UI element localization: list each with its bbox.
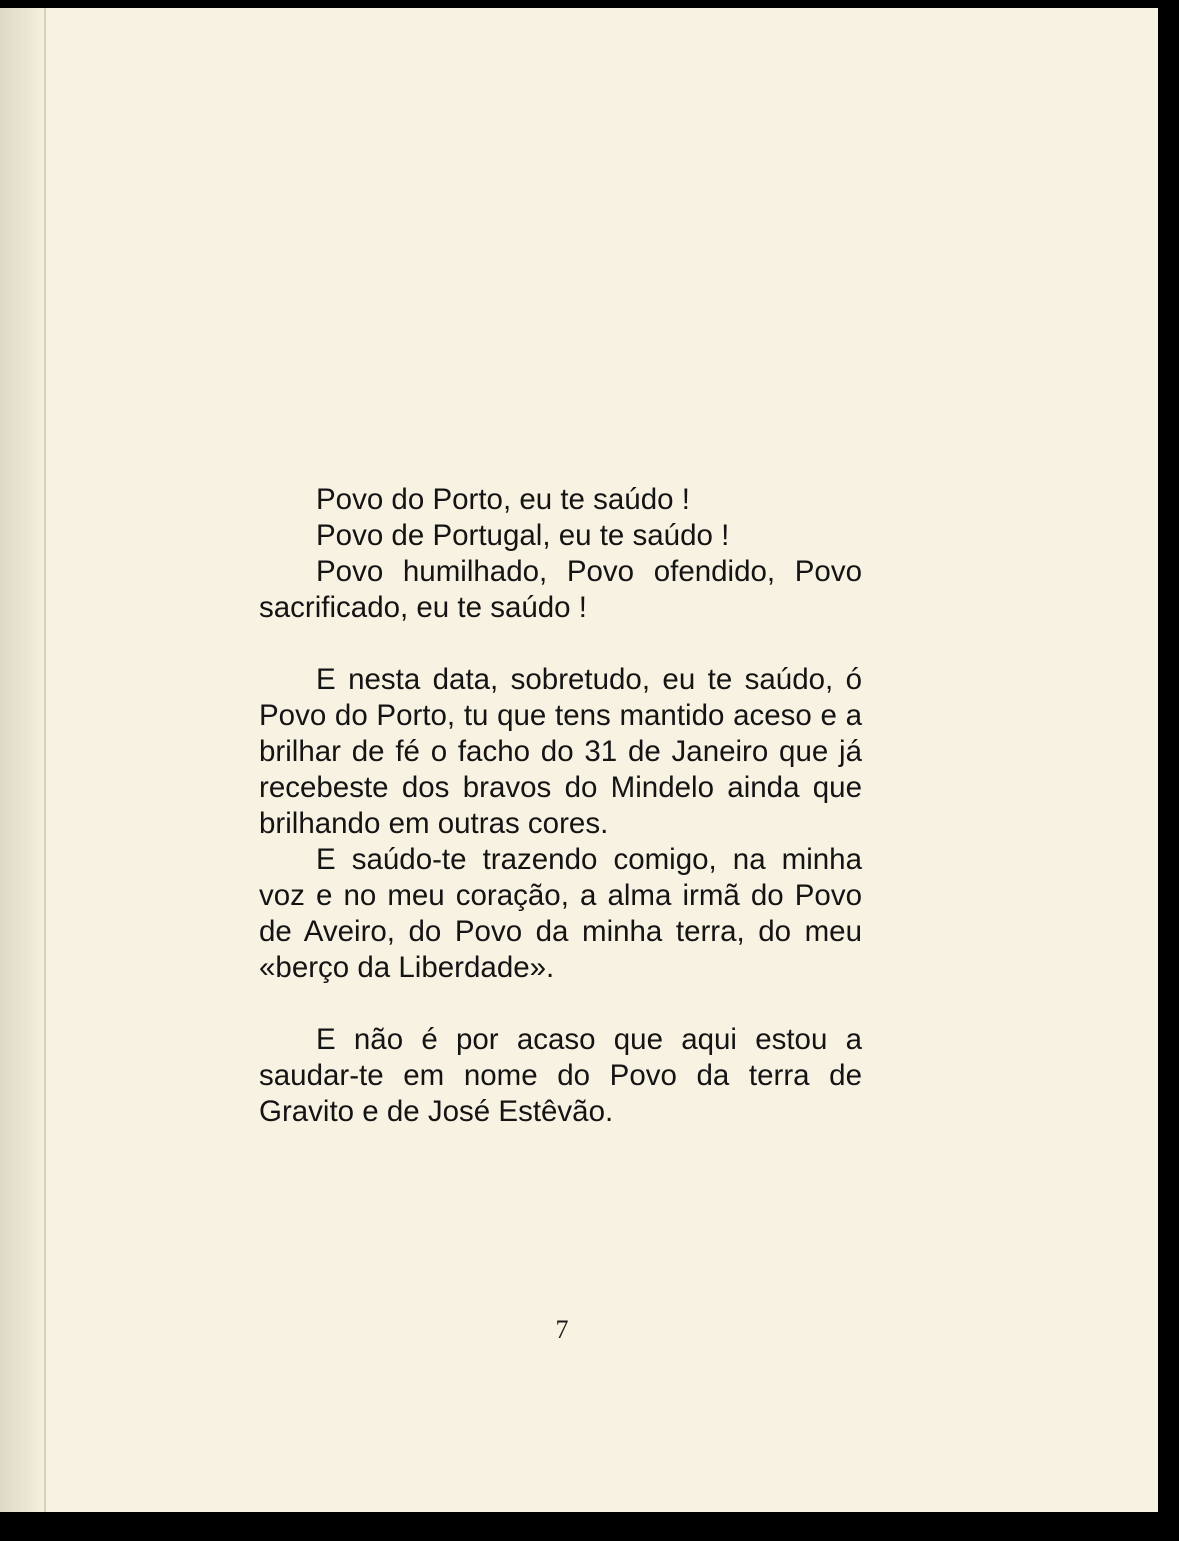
book-page (0, 8, 1158, 1512)
gutter-shadow (0, 8, 48, 1512)
paragraph-2: Povo de Portugal, eu te saúdo ! (316, 519, 730, 552)
paragraph-6: E não é por acaso que aqui estou a saudar-te em nome do Povo da terra de Gravito e de José Estêvão. (259, 1023, 862, 1128)
paragraph-3: Povo humilhado, Povo ofendido, Povo sacrificado, eu te saúdo ! (259, 555, 862, 624)
paragraph-4: E nesta data, sobretudo, eu te saúdo, ó Povo do Porto, tu que tens mantido aceso e a brilhar de fé o facho do 31 de Janeiro que já recebeste dos bravos do Mindelo ainda que brilhando em outras cores. (259, 663, 862, 840)
paragraph-5: E saúdo-te trazendo comigo, na minha voz e no meu coração, a alma irmã do Povo de Aveiro, do Povo da minha terra, do meu «berço da Liberdade». (259, 843, 862, 984)
paragraph-1: Povo do Porto, eu te saúdo ! (316, 483, 690, 516)
page-number: 7 (555, 1315, 569, 1344)
body-text (259, 482, 862, 1130)
gutter-line (44, 8, 46, 1512)
